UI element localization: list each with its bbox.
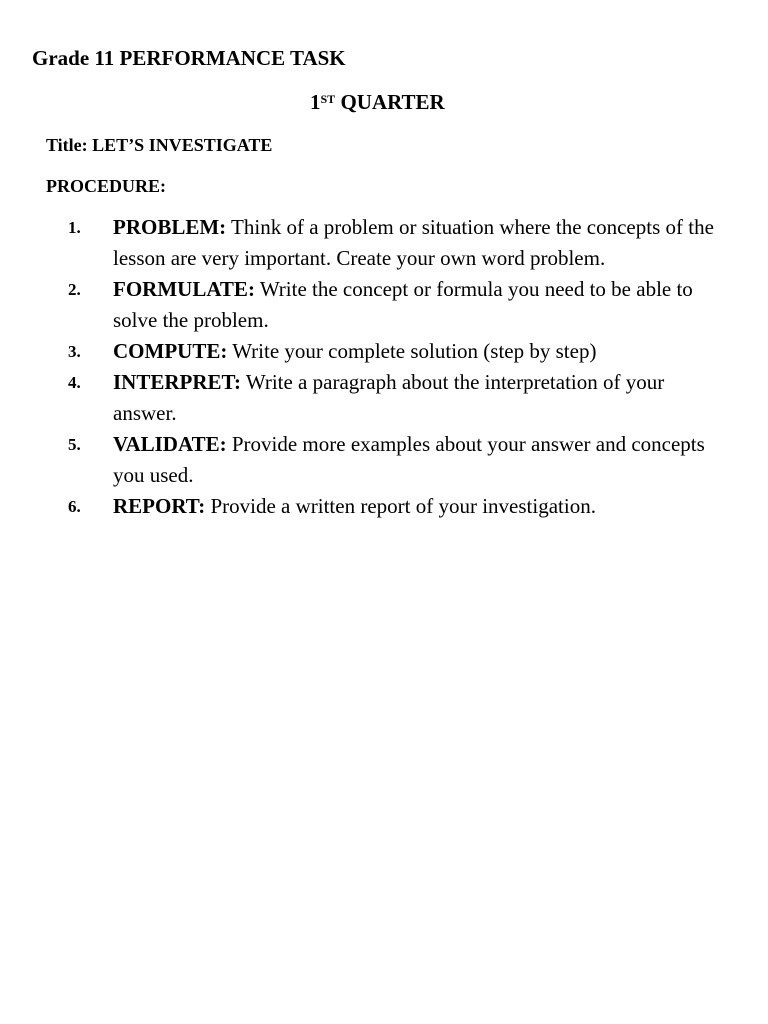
step-number: 2. [68, 280, 81, 299]
step-term: COMPUTE: [113, 339, 228, 363]
procedure-step-compute [0, 336, 721, 367]
step-number: 6. [68, 497, 81, 516]
task-title-value: LET’S INVESTIGATE [92, 135, 273, 155]
procedure-steps [0, 212, 768, 522]
step-text: Write your complete solution (step by step) [232, 339, 597, 363]
step-term: REPORT: [113, 494, 206, 518]
step-text: Write a paragraph about the interpretation of your answer. [113, 370, 665, 425]
quarter-heading [310, 90, 445, 115]
step-term: INTERPRET: [113, 370, 241, 394]
step-text: Provide more examples about your answer and concepts you used. [113, 432, 705, 487]
quarter-number: 1 [310, 90, 321, 114]
procedure-step-formulate [0, 274, 721, 336]
step-term: PROBLEM: [113, 215, 227, 239]
task-title-label: Title: [46, 135, 88, 155]
step-text: Think of a problem or situation where the concepts of the lesson are very important. Create your own word problem. [113, 215, 714, 270]
procedure-step-interpret [0, 367, 721, 429]
task-title [46, 135, 272, 156]
step-number: 3. [68, 342, 81, 361]
step-text: Write the concept or formula you need to be able to solve the problem. [113, 277, 693, 332]
procedure-label: PROCEDURE: [46, 176, 166, 196]
step-number: 5. [68, 435, 81, 454]
step-number: 4. [68, 373, 81, 392]
document-heading: Grade 11 PERFORMANCE TASK [32, 46, 346, 70]
step-term: VALIDATE: [113, 432, 227, 456]
procedure-step-problem [0, 212, 721, 274]
procedure-step-report [0, 491, 721, 522]
step-term: FORMULATE: [113, 277, 255, 301]
step-text: Provide a written report of your investigation. [210, 494, 596, 518]
quarter-word: QUARTER [340, 90, 445, 114]
step-number: 1. [68, 218, 81, 237]
procedure-step-validate [0, 429, 721, 491]
quarter-ordinal-suffix: ST [320, 92, 336, 106]
